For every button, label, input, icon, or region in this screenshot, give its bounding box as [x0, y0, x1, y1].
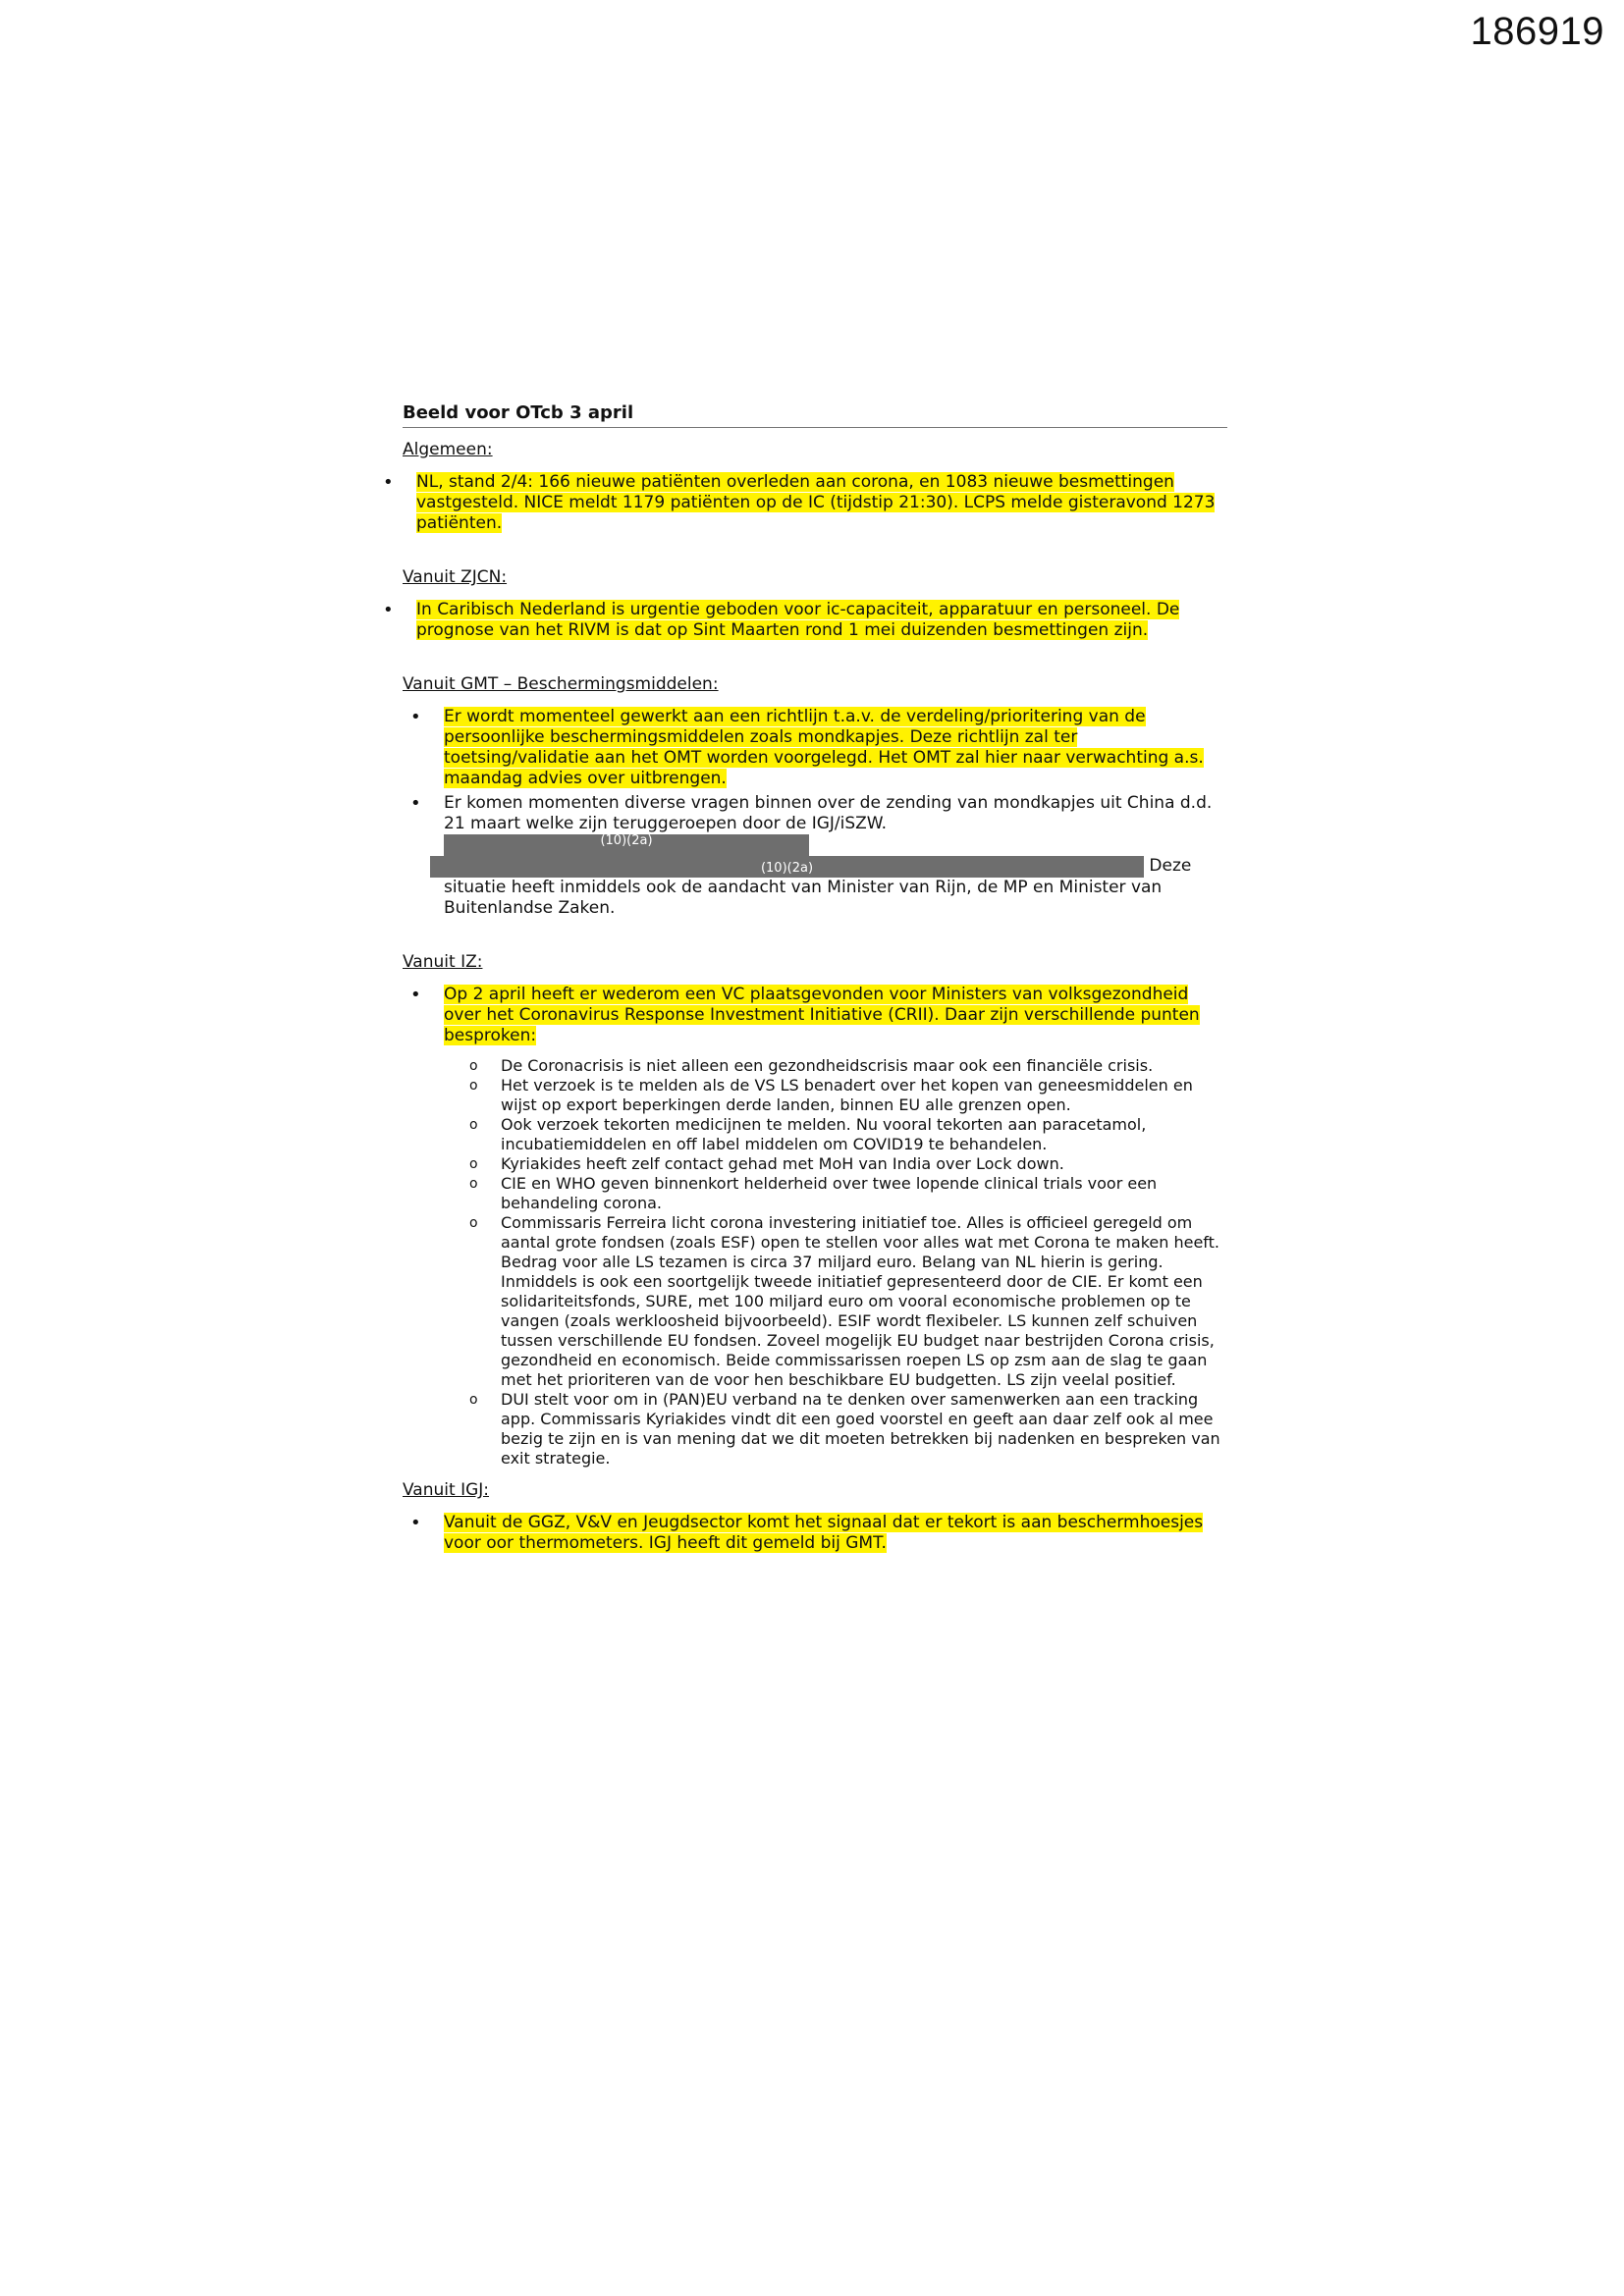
highlighted-text: In Caribisch Nederland is urgentie geboden voor ic-capaciteit, apparatuur en personeel. De prognose van het RIVM is dat op Sint Maarten rond 1 mei duizenden besmettingen zijn.	[416, 600, 1180, 640]
list-item	[430, 707, 1227, 789]
bullet-text: Er komen momenten diverse vragen binnen over de zending van mondkapjes uit China d.d. 21 maart welke zijn teruggeroepen door de IGJ/iSZW.	[444, 793, 1213, 833]
bullet-text: Deze situatie heeft inmiddels ook de aandacht van Minister van Rijn, de MP en Minister van Buitenlandse Zaken.	[444, 856, 1192, 918]
sub-list-item: o De Coronacrisis is niet alleen een gezondheidscrisis maar ook een financiële crisis.	[501, 1056, 1227, 1076]
sub-list-item: o Ook verzoek tekorten medicijnen te melden. Nu vooral tekorten aan paracetamol, incubatiemiddelen en off label middelen om COVID19 te behandelen.	[501, 1115, 1227, 1154]
bullet-list-zjcn	[403, 600, 1227, 641]
document-title: Beeld voor OTcb 3 april	[403, 402, 1227, 428]
list-item	[403, 472, 1227, 534]
sub-list-iz	[403, 1056, 1227, 1468]
bullet-list-iz	[403, 985, 1227, 1046]
page-number: 186919	[1470, 10, 1604, 53]
bullet-list-igj	[403, 1513, 1227, 1554]
section-heading-gmt: Vanuit GMT – Beschermingsmiddelen:	[403, 674, 719, 694]
sub-list-item: o Kyriakides heeft zelf contact gehad met MoH van India over Lock down.	[501, 1154, 1227, 1174]
section-heading-zjcn: Vanuit ZJCN:	[403, 567, 508, 587]
redaction-block: (10)(2a)	[444, 834, 809, 856]
list-item	[430, 985, 1227, 1046]
redaction-block: (10)(2a)	[430, 856, 1144, 878]
sub-list-item: o Het verzoek is te melden als de VS LS benadert over het kopen van geneesmiddelen en wijst op export beperkingen derde landen, binnen EU alle grenzen open.	[501, 1076, 1227, 1115]
sub-list-item: o Commissaris Ferreira licht corona investering initiatief toe. Alles is officieel geregeld om aantal grote fondsen (zoals ESF) open te stellen voor alles wat met Corona te maken heeft. Bedrag voor alle LS tezamen is circa 37 miljard euro. Belang van NL hierin is gering. Inmiddels is ook een soortgelijk tweede initiatief gepresenteerd door de CIE. Er komt een solidariteitsfonds, SURE, met 100 miljard euro om vooral economische problemen op te vangen (zoals werkloosheid bijvoorbeeld). ESIF wordt flexibeler. LS kunnen zelf schuiven tussen verschillende EU fondsen. Zoveel mogelijk EU budget naar bestrijden Corona crisis, gezondheid en economisch. Beide commissarissen roepen LS op zsm aan de slag te gaan met het prioriteren van de voor hen beschikbare EU budgetten. LS zijn veelal positief.	[501, 1213, 1227, 1390]
document-body	[403, 402, 1227, 1558]
sub-list-item: o CIE en WHO geven binnenkort helderheid over twee lopende clinical trials voor een behandeling corona.	[501, 1174, 1227, 1213]
bullet-list-algemeen	[403, 472, 1227, 534]
section-heading-algemeen: Algemeen:	[403, 440, 493, 459]
highlighted-text: Vanuit de GGZ, V&V en Jeugdsector komt het signaal dat er tekort is aan beschermhoesjes voor oor thermometers. IGJ heeft dit gemeld bij GMT.	[444, 1513, 1204, 1553]
list-item	[430, 793, 1227, 919]
highlighted-text: Er wordt momenteel gewerkt aan een richtlijn t.a.v. de verdeling/prioritering van de persoonlijke beschermingsmiddelen zoals mondkapjes. Deze richtlijn zal ter toetsing/validatie aan het OMT worden voorgelegd. Het OMT zal hier naar verwachting a.s. maandag advies over uitbrengen.	[444, 707, 1204, 788]
section-heading-iz: Vanuit IZ:	[403, 952, 483, 972]
list-item	[403, 600, 1227, 641]
highlighted-text: Op 2 april heeft er wederom een VC plaatsgevonden voor Ministers van volksgezondheid over het Coronavirus Response Investment Initiative (CRII). Daar zijn verschillende punten besproken:	[444, 985, 1200, 1045]
list-item	[430, 1513, 1227, 1554]
section-heading-igj: Vanuit IGJ:	[403, 1480, 489, 1500]
highlighted-text: NL, stand 2/4: 166 nieuwe patiënten overleden aan corona, en 1083 nieuwe besmettingen vastgesteld. NICE meldt 1179 patiënten op de IC (tijdstip 21:30). LCPS melde gisteravond 1273 patiënten.	[416, 472, 1216, 533]
sub-list-item: o DUI stelt voor om in (PAN)EU verband na te denken over samenwerken aan een tracking app. Commissaris Kyriakides vindt dit een goed voorstel en geeft aan daar zelf ook al mee bezig te zijn en is van mening dat we dit moeten betrekken bij nadenken en bespreken van exit strategie.	[501, 1390, 1227, 1468]
bullet-list-gmt	[403, 707, 1227, 919]
